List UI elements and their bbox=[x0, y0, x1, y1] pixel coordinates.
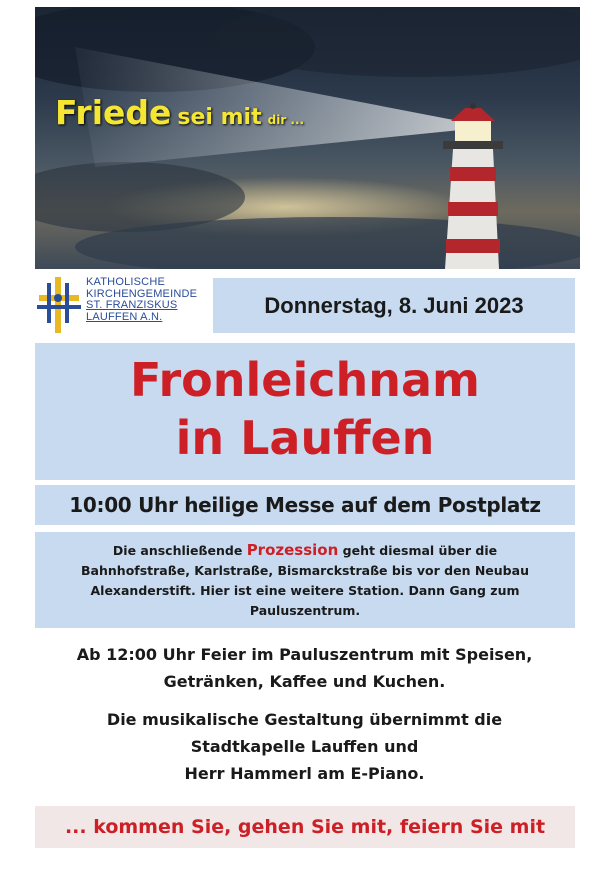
procession-line1 bbox=[35, 540, 575, 561]
hero-title bbox=[55, 93, 304, 132]
invitation-footer: ... kommen Sie, gehen Sie mit, feiern Sie mit bbox=[35, 806, 575, 848]
parish-name-line4: LAUFFEN A.N. bbox=[86, 310, 163, 323]
procession-pre: Die anschließende bbox=[112, 543, 243, 558]
parish-name bbox=[86, 277, 197, 323]
hero-title-mid: sei mit bbox=[177, 105, 262, 130]
celebration-line1: Ab 12:00 Uhr Feier im Pauluszentrum mit Speisen, bbox=[76, 645, 533, 664]
procession-info bbox=[35, 532, 575, 628]
event-title bbox=[35, 343, 575, 480]
parish-name-line2: KIRCHENGEMEINDE bbox=[86, 287, 198, 300]
event-title-line2: in Lauffen bbox=[175, 411, 435, 465]
procession-highlight: Prozession bbox=[246, 541, 339, 559]
parish-logo bbox=[35, 275, 205, 335]
celebration-info bbox=[0, 641, 609, 695]
parish-name-line3: ST. FRANZISKUS bbox=[86, 299, 178, 311]
parish-name-line1: KATHOLISCHE bbox=[86, 276, 166, 288]
mass-info: 10:00 Uhr heilige Messe auf dem Postplatz bbox=[35, 485, 575, 525]
lighthouse-scene bbox=[35, 7, 580, 269]
cross-icon bbox=[35, 275, 83, 335]
event-date: Donnerstag, 8. Juni 2023 bbox=[213, 278, 575, 333]
music-line3: Herr Hammerl am E-Piano. bbox=[184, 764, 425, 783]
celebration-line2: Getränken, Kaffee und Kuchen. bbox=[163, 672, 446, 691]
event-title-line1: Fronleichnam bbox=[130, 353, 480, 407]
procession-line3: Alexanderstift. Hier ist eine weitere Station. Dann Gang zum bbox=[90, 583, 520, 598]
music-line1: Die musikalische Gestaltung übernimmt die bbox=[106, 710, 503, 729]
music-info bbox=[0, 706, 609, 787]
hero-title-small: dir ... bbox=[267, 113, 305, 127]
hero-title-big: Friede bbox=[55, 93, 172, 132]
procession-line2: Bahnhofstraße, Karlstraße, Bismarckstraße bis vor den Neubau bbox=[81, 563, 529, 578]
procession-line4: Pauluszentrum. bbox=[249, 603, 361, 618]
hero-image bbox=[35, 7, 580, 269]
music-line2: Stadtkapelle Lauffen und bbox=[190, 737, 419, 756]
procession-post: geht diesmal über die bbox=[342, 543, 498, 558]
